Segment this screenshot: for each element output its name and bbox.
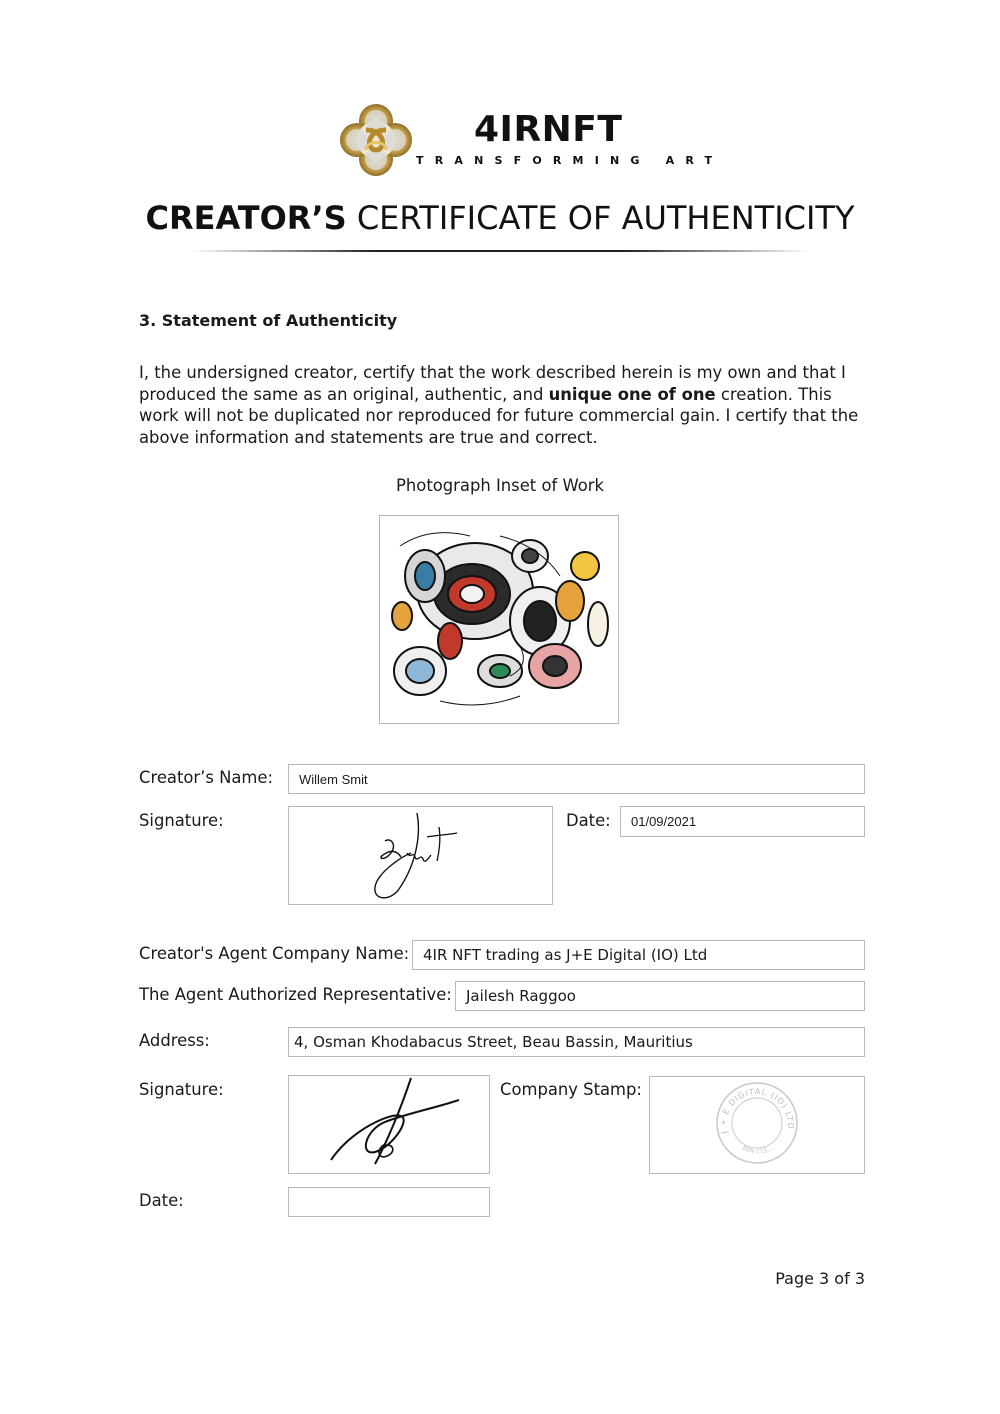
agent-company-field[interactable] bbox=[412, 940, 865, 970]
creator-signature-label: Signature: bbox=[139, 811, 224, 830]
company-stamp-image bbox=[650, 1077, 864, 1173]
quatrefoil-infinity-logo-icon bbox=[336, 104, 416, 176]
agent-signature-label: Signature: bbox=[139, 1080, 224, 1099]
brand-tagline: TRANSFORMING ART bbox=[416, 154, 724, 167]
brand-name: 4IRNFT bbox=[474, 109, 623, 150]
statement-text-1: I, the undersigned creator, certify that the work described herein is my own and that I produced the same as an original, authentic, and bbox=[139, 363, 846, 404]
creator-date-label: Date: bbox=[566, 811, 611, 830]
agent-date-field[interactable] bbox=[288, 1187, 490, 1217]
company-stamp-label: Company Stamp: bbox=[500, 1080, 642, 1099]
agent-date-label: Date: bbox=[139, 1191, 184, 1210]
creator-name-value: Willem Smit bbox=[299, 771, 368, 787]
photo-caption: Photograph Inset of Work bbox=[396, 476, 604, 495]
title-bold-part: CREATOR’S bbox=[145, 199, 347, 237]
certificate-title bbox=[0, 196, 1000, 240]
agent-address-field[interactable] bbox=[288, 1027, 865, 1057]
agent-company-value: 4IR NFT trading as J+E Digital (IO) Ltd bbox=[423, 946, 708, 964]
stamp-text: J + E DIGITAL (IO) LTD bbox=[718, 1087, 796, 1135]
statement-paragraph bbox=[139, 362, 864, 448]
agent-rep-label: The Agent Authorized Representative: bbox=[139, 985, 452, 1004]
agent-signature-box[interactable] bbox=[288, 1075, 490, 1174]
agent-rep-value: Jailesh Raggoo bbox=[466, 987, 576, 1005]
creator-date-field[interactable] bbox=[620, 806, 865, 837]
section-heading: 3. Statement of Authenticity bbox=[139, 311, 398, 330]
creator-signature-image bbox=[289, 807, 552, 904]
company-stamp-box[interactable] bbox=[649, 1076, 865, 1174]
statement-bold: unique one of one bbox=[548, 384, 716, 404]
statement-text-2: creation. This work will not be duplicated nor reproduced for future commercial gain. I certify that the above information and statements are true and correct. bbox=[139, 384, 859, 447]
stamp-subtext: BRN C15... bbox=[741, 1144, 774, 1156]
agent-company-label: Creator's Agent Company Name: bbox=[139, 944, 410, 963]
creator-signature-box[interactable] bbox=[288, 806, 553, 905]
title-divider bbox=[190, 250, 810, 252]
agent-address-value: 4, Osman Khodabacus Street, Beau Bassin, Mauritius bbox=[294, 1033, 693, 1051]
abstract-artwork-image bbox=[380, 516, 618, 723]
svg-text:BRN C15... bbox=[741, 1145, 774, 1156]
title-light-part: CERTIFICATE OF AUTHENTICITY bbox=[356, 199, 855, 237]
creator-name-field[interactable] bbox=[288, 764, 865, 794]
photo-inset-frame bbox=[379, 515, 619, 724]
creator-date-value: 01/09/2021 bbox=[631, 814, 697, 829]
agent-address-label: Address: bbox=[139, 1031, 210, 1050]
agent-signature-image bbox=[289, 1076, 489, 1173]
creator-name-label: Creator’s Name: bbox=[139, 768, 273, 787]
agent-rep-field[interactable] bbox=[455, 981, 865, 1011]
svg-text:J + E DIGITAL (IO) LTD bbox=[719, 1087, 795, 1135]
page-number: Page 3 of 3 bbox=[775, 1269, 865, 1288]
